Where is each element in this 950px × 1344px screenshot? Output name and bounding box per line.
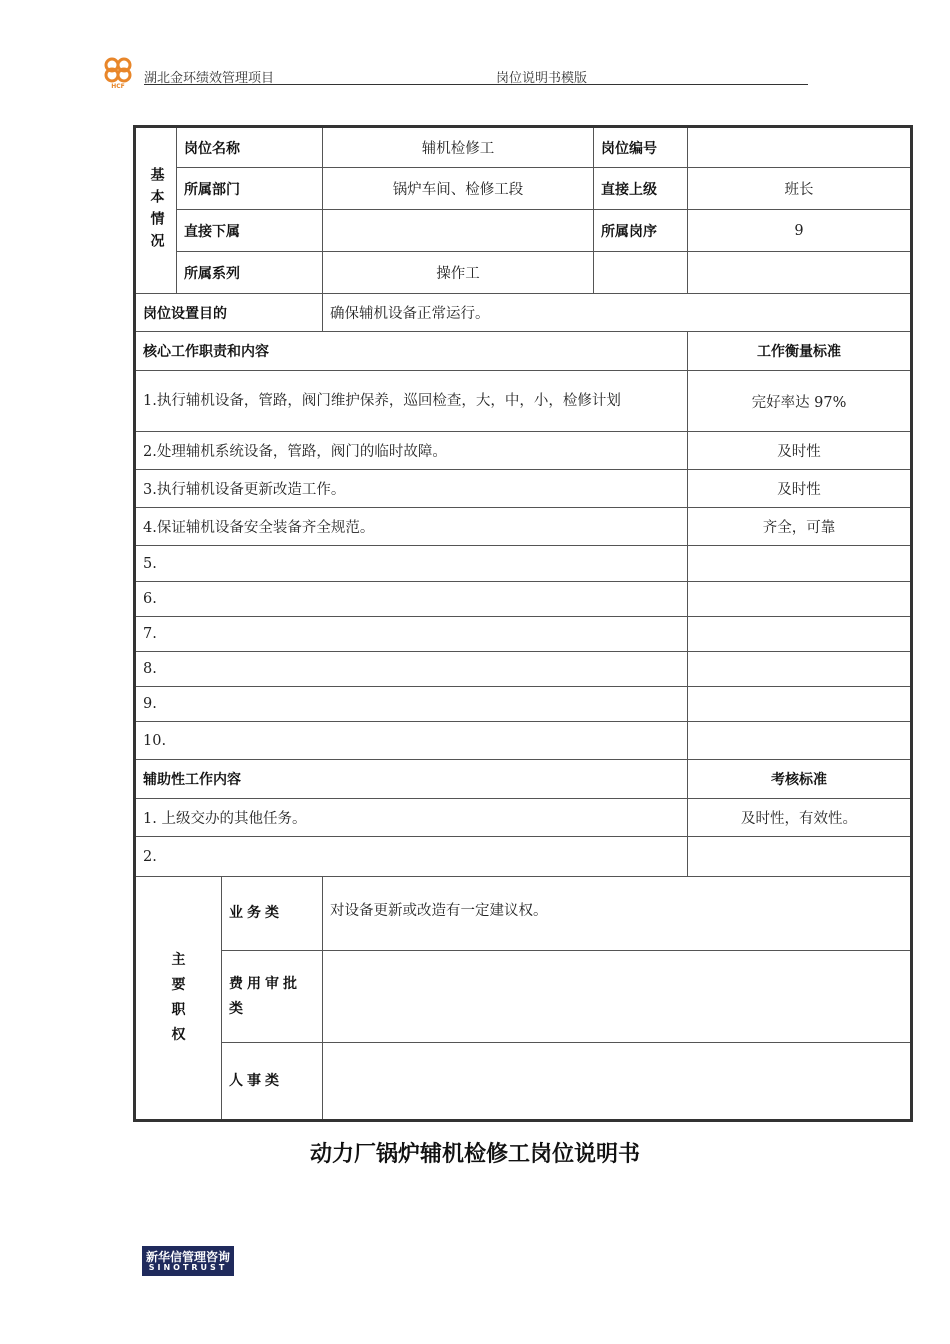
doc-type: 岗位说明书模版	[496, 71, 588, 86]
department-label: 所属部门	[177, 168, 323, 210]
purpose-row	[135, 294, 912, 332]
position-name-value: 辅机检修工	[323, 127, 594, 168]
core-duty-3: 3.执行辅机设备更新改造工作。	[135, 470, 688, 508]
footer-company-cn: 新华信管理咨询	[145, 1250, 230, 1264]
core-duty-9: 9.	[135, 687, 688, 722]
aux-standard-2	[688, 837, 912, 877]
position-name-label: 岗位名称	[177, 127, 323, 168]
authority-category-1: 业务类	[222, 877, 323, 951]
table-row	[135, 508, 912, 546]
core-duty-6: 6.	[135, 582, 688, 617]
core-standard-5	[688, 546, 912, 582]
table-row	[135, 722, 912, 760]
authority-value-2	[323, 951, 912, 1043]
purpose-value: 确保辅机设备正常运行。	[323, 294, 912, 332]
core-standard-7	[688, 617, 912, 652]
authority-value-1: 对设备更新或改造有一定建议权。	[323, 877, 912, 951]
table-row	[135, 432, 912, 470]
core-duty-2: 2.处理辅机系统设备，管路，阀门的临时故障。	[135, 432, 688, 470]
core-standard-9	[688, 687, 912, 722]
superior-label: 直接上级	[594, 168, 688, 210]
table-row	[135, 582, 912, 617]
table-row	[135, 837, 912, 877]
department-value: 锅炉车间、检修工段	[323, 168, 594, 210]
aux-content-2: 2.	[135, 837, 688, 877]
authority-category-3: 人事类	[222, 1043, 323, 1121]
authority-label-text: 主要职权	[171, 952, 186, 1043]
logo-text: HCF	[111, 83, 125, 89]
empty-cell	[688, 252, 912, 294]
core-standard-6	[688, 582, 912, 617]
core-header-row	[135, 332, 912, 371]
aux-standard-1: 及时性，有效性。	[688, 799, 912, 837]
subordinate-label: 直接下属	[177, 210, 323, 252]
aux-standard-header: 考核标准	[688, 760, 912, 799]
core-standard-10	[688, 722, 912, 760]
core-standard-1: 完好率达 97%	[688, 371, 912, 432]
series-value: 操作工	[323, 252, 594, 294]
authority-row-1	[135, 877, 912, 951]
page-header	[100, 55, 808, 87]
page-title: 动力厂锅炉辅机检修工岗位说明书	[309, 1142, 640, 1167]
core-standard-3: 及时性	[688, 470, 912, 508]
sinotrust-logo	[142, 1246, 234, 1276]
authority-row-3	[135, 1043, 912, 1121]
core-duty-5: 5.	[135, 546, 688, 582]
superior-value: 班长	[688, 168, 912, 210]
basic-row-4	[135, 252, 912, 294]
core-duty-7: 7.	[135, 617, 688, 652]
core-duty-10: 10.	[135, 722, 688, 760]
table-row	[135, 687, 912, 722]
table-row	[135, 652, 912, 687]
empty-cell	[594, 252, 688, 294]
core-duty-4: 4.保证辅机设备安全装备齐全规范。	[135, 508, 688, 546]
authority-section-label	[135, 877, 222, 1121]
authority-category-2: 费用审批类	[222, 951, 323, 1043]
series-label: 所属系列	[177, 252, 323, 294]
table-row	[135, 371, 912, 432]
table-row	[135, 617, 912, 652]
basic-row-1	[135, 127, 912, 168]
core-standard-8	[688, 652, 912, 687]
authority-row-2	[135, 951, 912, 1043]
basic-section-label: 基本情况	[135, 127, 177, 294]
basic-row-3	[135, 210, 912, 252]
table-row	[135, 470, 912, 508]
table-row	[135, 799, 912, 837]
core-standard-header: 工作衡量标准	[688, 332, 912, 371]
core-standard-2: 及时性	[688, 432, 912, 470]
aux-header-row	[135, 760, 912, 799]
authority-value-3	[323, 1043, 912, 1121]
purpose-label: 岗位设置目的	[135, 294, 323, 332]
core-duty-8: 8.	[135, 652, 688, 687]
subordinate-value	[323, 210, 594, 252]
project-name: 湖北金环绩效管理项目	[144, 71, 275, 86]
aux-content-1: 1. 上级交办的其他任务。	[135, 799, 688, 837]
aux-content-header: 辅助性工作内容	[135, 760, 688, 799]
position-code-label: 岗位编号	[594, 127, 688, 168]
hcf-logo-icon	[100, 55, 138, 89]
core-duty-1: 1.执行辅机设备，管路，阀门维护保养，巡回检查，大，中，小，检修计划	[135, 371, 688, 432]
basic-row-2	[135, 168, 912, 210]
footer-company-en: SINOTRUST	[148, 1263, 228, 1272]
header-rule	[144, 84, 808, 85]
sequence-label: 所属岗序	[594, 210, 688, 252]
table-row	[135, 546, 912, 582]
core-standard-4: 齐全，可靠	[688, 508, 912, 546]
position-code-value	[688, 127, 912, 168]
core-duty-header: 核心工作职责和内容	[135, 332, 688, 371]
job-description-table	[133, 125, 913, 1122]
sequence-value: 9	[688, 210, 912, 252]
